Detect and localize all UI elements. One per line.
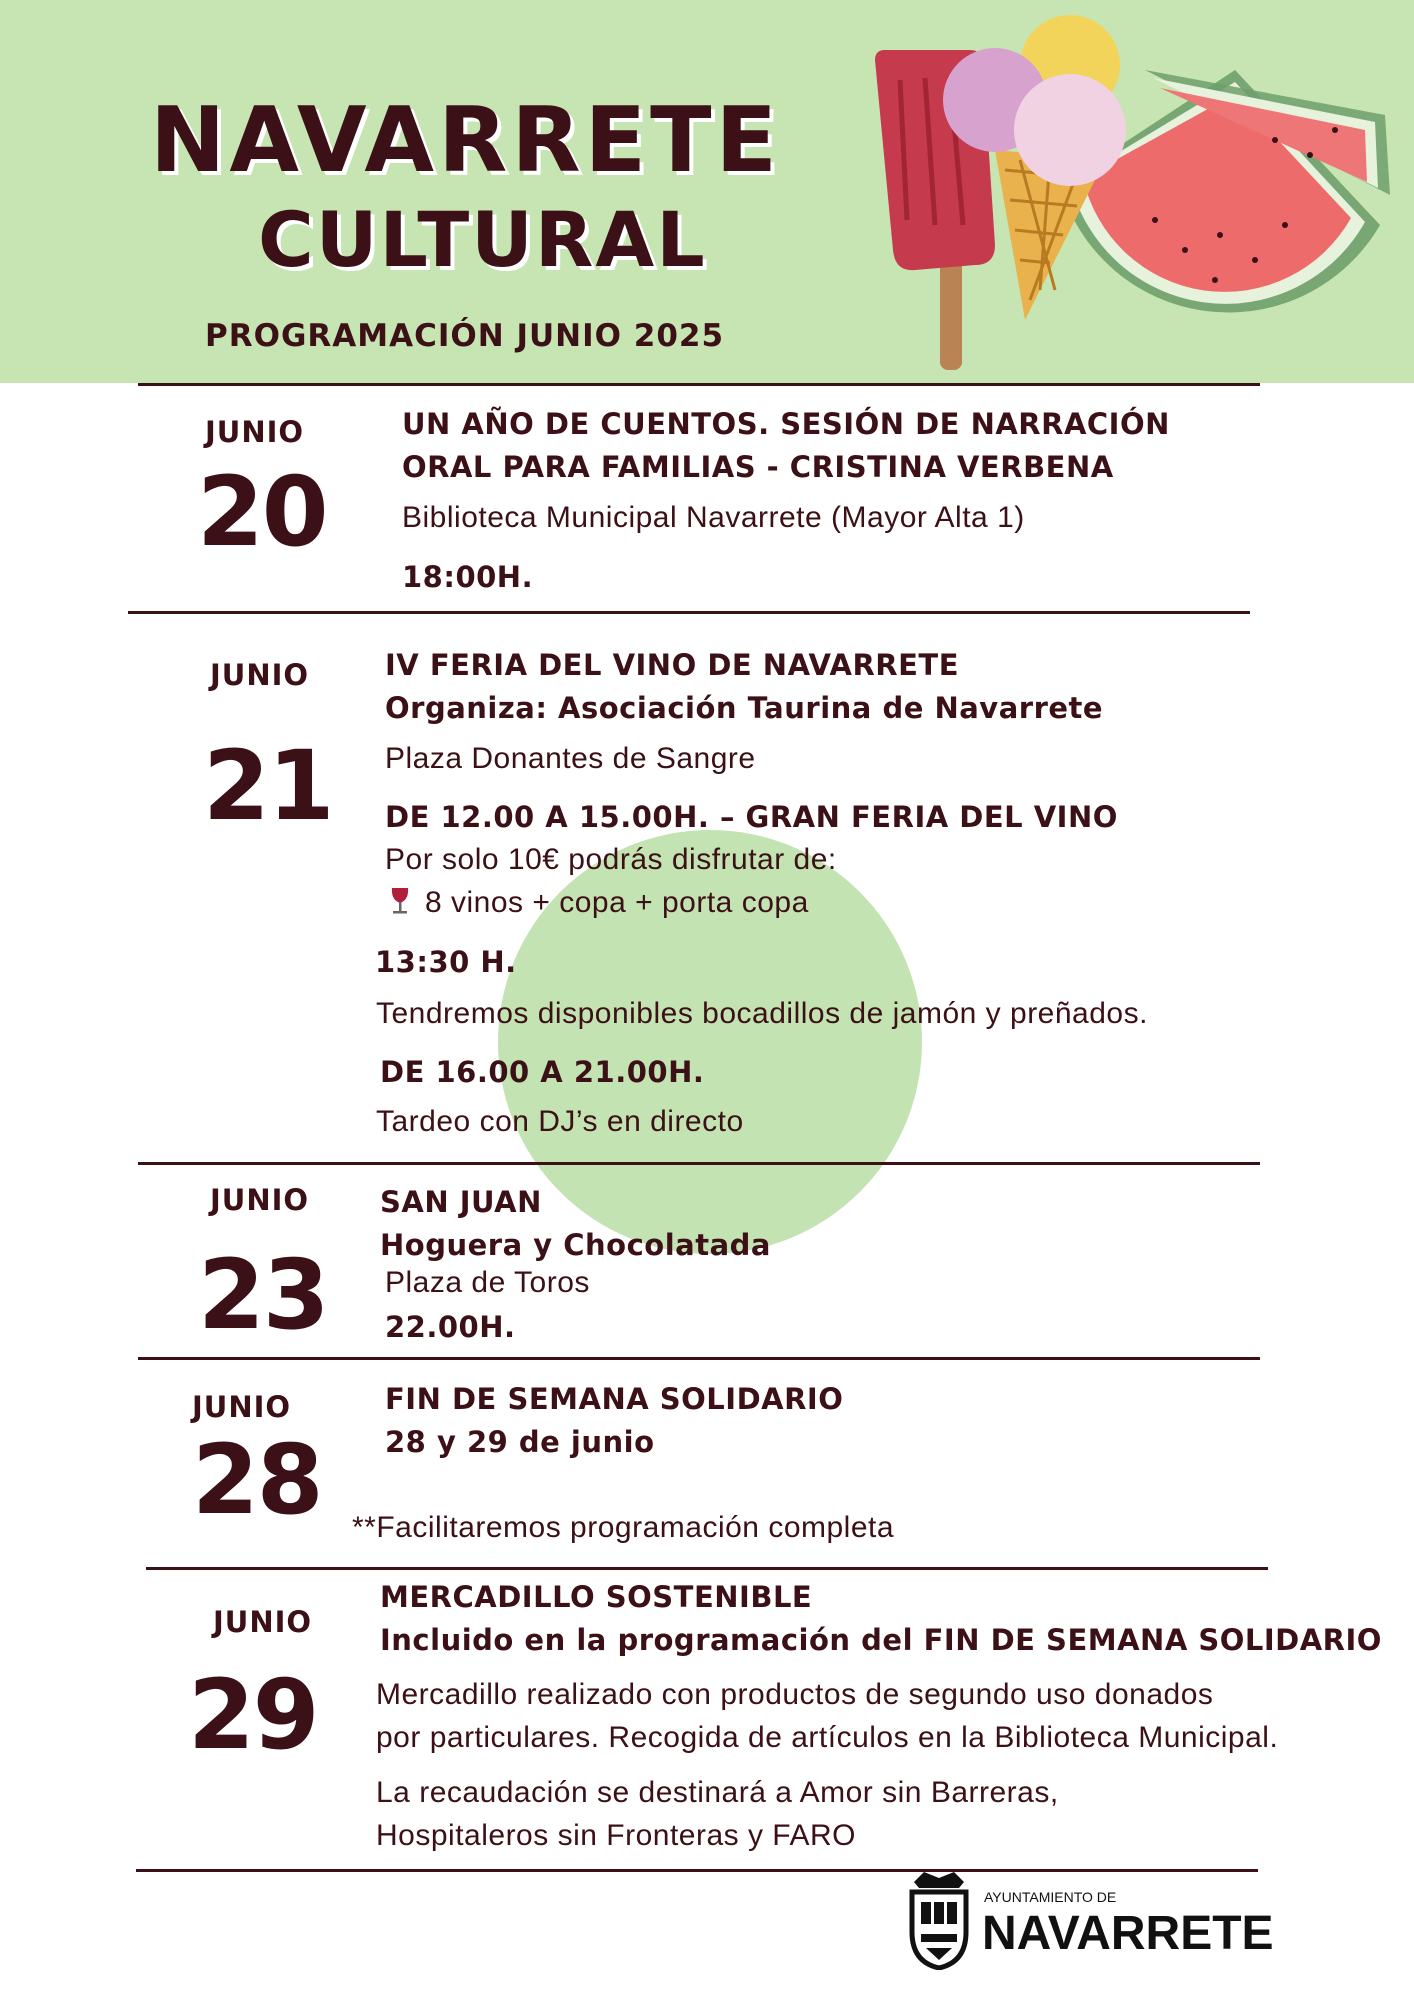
- event-text: Mercadillo realizado con productos de segundo uso donados: [376, 1678, 1214, 1711]
- event-place: Biblioteca Municipal Navarrete (Mayor Alta 1): [402, 501, 1025, 534]
- event-month: JUNIO: [192, 1390, 292, 1424]
- event-text: [385, 886, 809, 920]
- event-title: ORAL PARA FAMILIAS - CRISTINA VERBENA: [402, 450, 1114, 484]
- event-title: FIN DE SEMANA SOLIDARIO: [385, 1382, 844, 1416]
- event-place: Plaza de Toros: [385, 1266, 590, 1299]
- event-day: 21: [203, 730, 333, 842]
- event-title: UN AÑO DE CUENTOS. SESIÓN DE NARRACIÓN: [402, 407, 1170, 441]
- page-title: NAVARRETE: [150, 88, 782, 193]
- event-time: 18:00H.: [402, 560, 534, 594]
- event-subtitle: Incluido en la programación del FIN DE SEMANA SOLIDARIO: [380, 1623, 1382, 1657]
- event-text: La recaudación se destinará a Amor sin Barreras,: [376, 1776, 1059, 1809]
- event-title: SAN JUAN: [380, 1185, 542, 1219]
- event-text-content: 8 vinos + copa + porta copa: [425, 886, 809, 919]
- event-day: 20: [197, 456, 327, 568]
- event-note: **Facilitaremos programación completa: [352, 1511, 895, 1544]
- divider: [146, 1567, 1268, 1570]
- logo-name: NAVARRETE: [982, 1907, 1274, 1960]
- event-month: JUNIO: [210, 1183, 310, 1217]
- event-month: JUNIO: [205, 415, 305, 449]
- event-place: Plaza Donantes de Sangre: [385, 742, 756, 775]
- summer-illustration: [855, 10, 1395, 380]
- event-month: JUNIO: [210, 658, 310, 692]
- event-block-heading: DE 12.00 A 15.00H. – GRAN FERIA DEL VINO: [385, 800, 1118, 834]
- divider: [138, 1162, 1260, 1165]
- event-block-heading: 13:30 H.: [375, 945, 517, 979]
- event-month: JUNIO: [213, 1605, 313, 1639]
- event-text: Hospitaleros sin Fronteras y FARO: [376, 1819, 856, 1852]
- event-title: IV FERIA DEL VINO DE NAVARRETE: [385, 648, 960, 682]
- event-title: MERCADILLO SOSTENIBLE: [380, 1580, 813, 1614]
- event-text: Tendremos disponibles bocadillos de jamón y preñados.: [376, 997, 1148, 1030]
- event-day: 23: [198, 1239, 328, 1351]
- event-day: 29: [188, 1659, 318, 1771]
- coat-of-arms-icon: [904, 1870, 974, 1970]
- event-text: por particulares. Recogida de artículos en la Biblioteca Municipal.: [376, 1721, 1279, 1754]
- event-text: Tardeo con DJ’s en directo: [376, 1105, 744, 1138]
- divider: [136, 1869, 1258, 1872]
- event-block-heading: DE 16.00 A 21.00H.: [380, 1055, 705, 1089]
- event-text: Por solo 10€ podrás disfrutar de:: [385, 843, 837, 876]
- divider: [138, 1357, 1260, 1360]
- divider: [138, 383, 1260, 386]
- program-heading: PROGRAMACIÓN JUNIO 2025: [205, 318, 725, 354]
- event-subtitle: Hoguera y Chocolatada: [380, 1228, 771, 1262]
- event-organizer: Organiza: Asociación Taurina de Navarrete: [385, 691, 1104, 725]
- wine-glass-icon: [385, 886, 415, 916]
- event-time: 22.00H.: [385, 1310, 516, 1344]
- page-subtitle: CULTURAL: [258, 195, 707, 284]
- event-day: 28: [192, 1424, 322, 1536]
- event-dates: 28 y 29 de junio: [385, 1425, 655, 1459]
- logo-caption: AYUNTAMIENTO DE: [984, 1889, 1117, 1905]
- divider: [128, 611, 1250, 614]
